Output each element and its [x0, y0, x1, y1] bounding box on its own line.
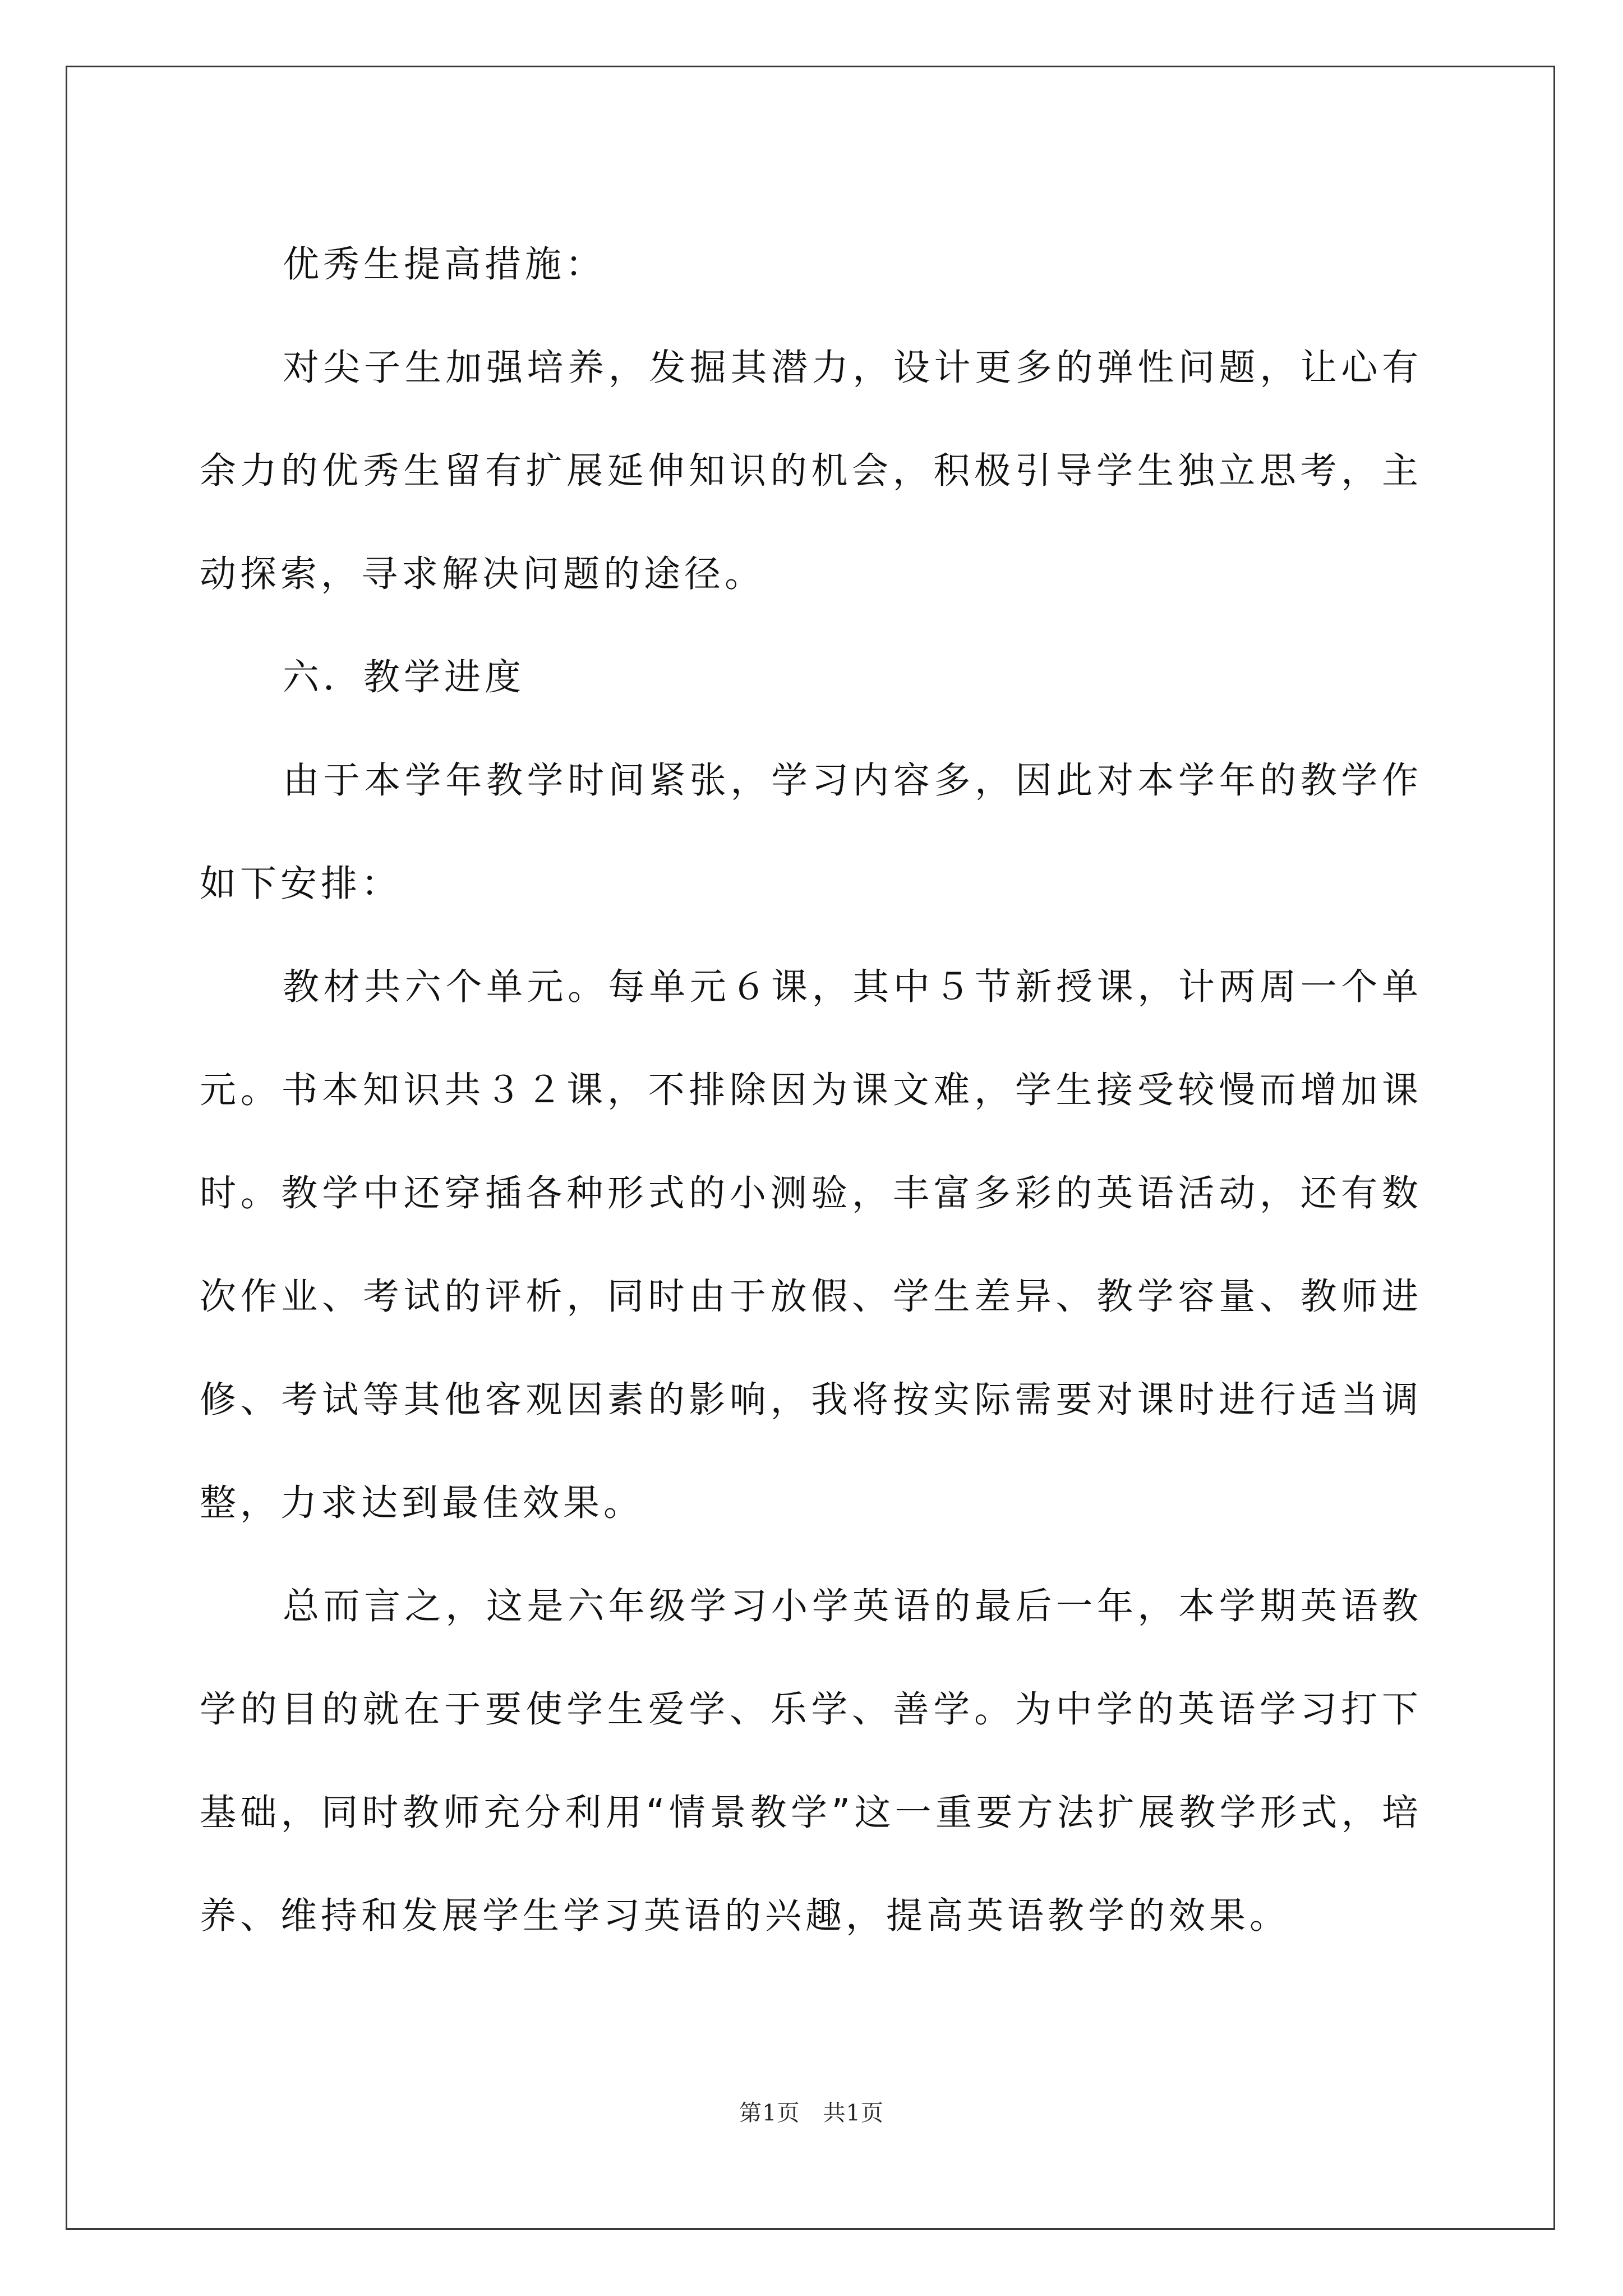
paragraph-textbook-units: 教材共六个单元。每单元６课，其中５节新授课，计两周一个单元。书本知识共３２课，不排除因为课文难，学生接受较慢而增加课时。教学中还穿插各种形式的小测验，丰富多彩的英语活动，还有数次作业、考试的评析，同时由于放假、学生差异、教学容量、教师进修、考试等其他客观因素的影响，我将按实际需要对课时进行适当调整，力求达到最佳效果。 — [200, 966, 1422, 1524]
heading-top-student-measures: 优秀生提高措施： — [283, 243, 606, 286]
heading-teaching-schedule: 六．教学进度 — [283, 656, 525, 698]
paragraph-top-student-training: 对尖子生加强培养，发掘其潜力，设计更多的弹性问题，让心有余力的优秀生留有扩展延伸知识的机会，积极引导学生独立思考，主动探索，寻求解决问题的途径。 — [200, 347, 1422, 595]
paragraph-schedule-intro: 由于本学年教学时间紧张，学习内容多，因此对本学年的教学作如下安排： — [200, 760, 1422, 905]
page-footer: 第1页 共1页 — [739, 2100, 884, 2126]
document-body — [200, 213, 1422, 1968]
paragraph-conclusion: 总而言之，这是六年级学习小学英语的最后一年，本学期英语教学的目的就在于要使学生爱学、乐学、善学。为中学的英语学习打下基础，同时教师充分利用“情景教学”这一重要方法扩展教学形式，培养、维持和发展学生学习英语的兴趣，提高英语教学的效果。 — [200, 1585, 1422, 1937]
